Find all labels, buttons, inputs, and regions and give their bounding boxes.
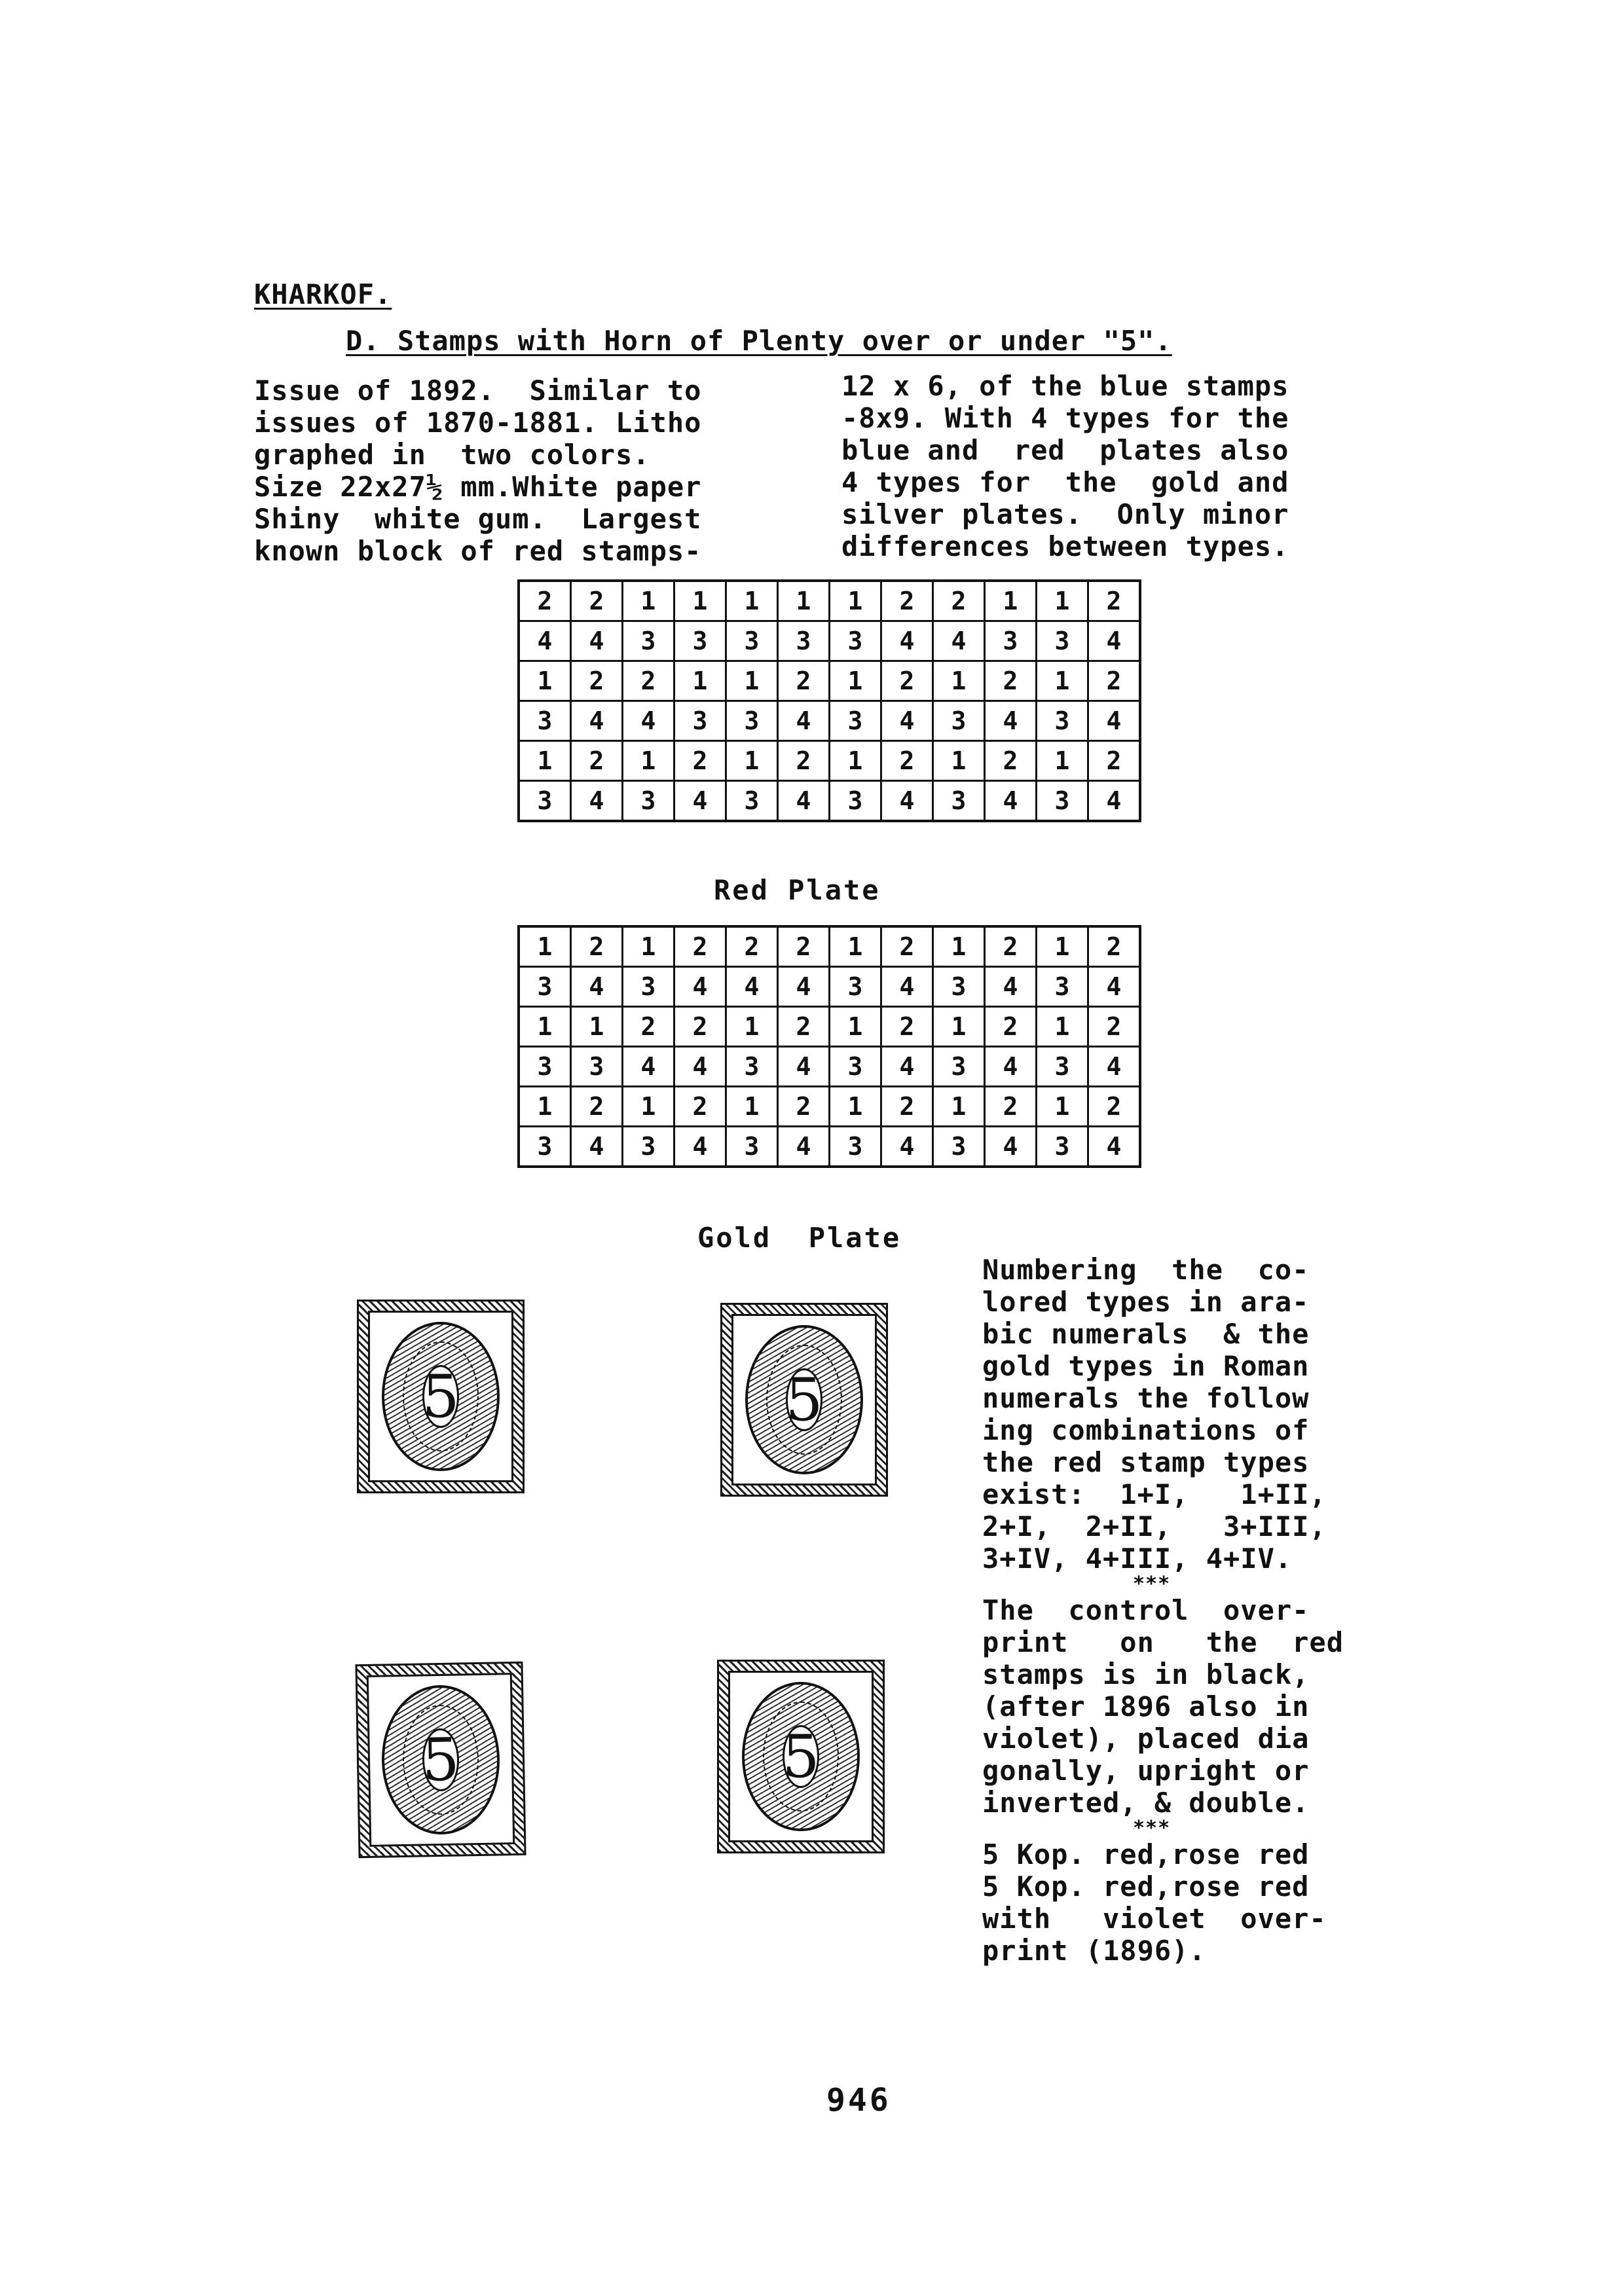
plate-cell: 1 xyxy=(623,1087,674,1127)
plate-cell: 2 xyxy=(985,1007,1037,1047)
red-plate-table xyxy=(517,579,1141,822)
plate-cell: 2 xyxy=(674,1087,726,1127)
plate-cell: 1 xyxy=(830,926,881,967)
plate-cell: 3 xyxy=(933,1127,985,1167)
plate-cell: 3 xyxy=(519,781,571,822)
plate-cell: 1 xyxy=(778,581,830,621)
plate-cell: 4 xyxy=(674,1047,726,1087)
table-row xyxy=(519,741,1140,781)
plate-cell: 2 xyxy=(674,926,726,967)
plate-cell: 4 xyxy=(571,781,623,822)
plate-cell: 2 xyxy=(1088,1007,1141,1047)
text-line: 5 Kop. red,rose red xyxy=(982,1870,1310,1903)
plate-cell: 2 xyxy=(881,581,933,621)
plate-cell: 3 xyxy=(726,781,778,822)
section-heading: D. Stamps with Horn of Plenty over or under "5". xyxy=(346,325,1172,357)
plate-cell: 1 xyxy=(933,926,985,967)
table-row xyxy=(519,1127,1140,1167)
text-line: differences between types. xyxy=(841,530,1289,562)
plate-cell: 1 xyxy=(830,661,881,701)
text-line: graphed in two colors. xyxy=(254,439,650,471)
plate-cell: 4 xyxy=(571,701,623,741)
text-line: blue and red plates also xyxy=(841,434,1289,466)
text-line: known block of red stamps- xyxy=(254,535,702,567)
plate-cell: 1 xyxy=(933,1007,985,1047)
plate-cell: 2 xyxy=(571,1087,623,1127)
text-line: print on the red xyxy=(982,1626,1344,1658)
table-row xyxy=(519,781,1140,822)
text-line: bic numerals & the xyxy=(982,1318,1310,1350)
plate-cell: 1 xyxy=(623,741,674,781)
plate-cell: 4 xyxy=(674,967,726,1007)
plate-cell: 1 xyxy=(571,1007,623,1047)
plate-cell: 3 xyxy=(674,701,726,741)
text-line: 12 x 6, of the blue stamps xyxy=(841,370,1289,402)
plate-cell: 1 xyxy=(985,581,1037,621)
red-plate-caption: Red Plate xyxy=(714,874,881,906)
plate-cell: 4 xyxy=(778,1127,830,1167)
table-row xyxy=(519,581,1140,621)
plate-cell: 4 xyxy=(985,701,1037,741)
text-line: with violet over- xyxy=(982,1903,1327,1935)
text-line: ing combinations of xyxy=(982,1414,1310,1446)
plate-cell: 1 xyxy=(519,1007,571,1047)
plate-cell: 1 xyxy=(623,581,674,621)
text-line: 2+I, 2+II, 3+III, xyxy=(982,1510,1327,1542)
separator: *** xyxy=(1133,1573,1171,1595)
plate-cell: 3 xyxy=(985,621,1037,661)
plate-cell: 2 xyxy=(881,926,933,967)
text-line: -8x9. With 4 types for the xyxy=(841,402,1289,434)
plate-cell: 3 xyxy=(830,701,881,741)
text-line: 5 Kop. red,rose red xyxy=(982,1838,1310,1870)
plate-cell: 4 xyxy=(623,701,674,741)
plate-cell: 1 xyxy=(1037,661,1088,701)
plate-cell: 4 xyxy=(985,967,1037,1007)
plate-cell: 4 xyxy=(571,967,623,1007)
plate-cell: 2 xyxy=(726,926,778,967)
stamp-value: 5 xyxy=(421,1725,460,1795)
gold-plate-caption: Gold Plate xyxy=(697,1222,902,1254)
plate-cell: 3 xyxy=(623,1127,674,1167)
stamp-value: 5 xyxy=(422,1362,460,1431)
plate-cell: 4 xyxy=(1088,781,1141,822)
plate-cell: 1 xyxy=(1037,926,1088,967)
plate-cell: 1 xyxy=(1037,1087,1088,1127)
plate-cell: 2 xyxy=(571,741,623,781)
text-line: 3+IV, 4+III, 4+IV. xyxy=(982,1542,1293,1575)
notes-column xyxy=(982,1254,1344,1967)
plate-cell: 1 xyxy=(726,661,778,701)
plate-cell: 4 xyxy=(933,621,985,661)
plate-cell: 2 xyxy=(985,741,1037,781)
plate-cell: 3 xyxy=(623,781,674,822)
stamp-value: 5 xyxy=(785,1365,823,1434)
text-line: violet), placed dia xyxy=(982,1722,1310,1755)
plate-cell: 1 xyxy=(623,926,674,967)
plate-cell: 1 xyxy=(830,1007,881,1047)
plate-cell: 3 xyxy=(933,967,985,1007)
plate-cell: 2 xyxy=(674,741,726,781)
plate-cell: 4 xyxy=(778,967,830,1007)
plate-cell: 1 xyxy=(674,661,726,701)
plate-cell: 3 xyxy=(1037,967,1088,1007)
plate-cell: 2 xyxy=(1088,741,1141,781)
text-line: print (1896). xyxy=(982,1935,1206,1967)
plate-cell: 4 xyxy=(985,1127,1037,1167)
text-line: inverted, & double. xyxy=(982,1787,1310,1819)
plate-cell: 4 xyxy=(778,1047,830,1087)
table-row xyxy=(519,1087,1140,1127)
intro-right-column xyxy=(841,370,1289,562)
table-row xyxy=(519,661,1140,701)
plate-cell: 2 xyxy=(778,926,830,967)
table-row xyxy=(519,1047,1140,1087)
plate-cell: 1 xyxy=(933,741,985,781)
table-row xyxy=(519,1007,1140,1047)
plate-cell: 2 xyxy=(571,661,623,701)
plate-cell: 3 xyxy=(623,967,674,1007)
plate-cell: 2 xyxy=(1088,926,1141,967)
plate-cell: 4 xyxy=(519,621,571,661)
plate-cell: 4 xyxy=(881,701,933,741)
plate-cell: 2 xyxy=(881,1007,933,1047)
plate-cell: 2 xyxy=(881,1087,933,1127)
plate-cell: 1 xyxy=(519,661,571,701)
plate-cell: 2 xyxy=(881,661,933,701)
intro-left-column xyxy=(254,374,701,567)
table-row xyxy=(519,701,1140,741)
plate-cell: 3 xyxy=(726,701,778,741)
text-line: Size 22x27½ mm.White paper xyxy=(254,471,702,503)
plate-cell: 4 xyxy=(985,781,1037,822)
plate-cell: 2 xyxy=(623,661,674,701)
text-line: The control over- xyxy=(982,1594,1310,1626)
text-line: issues of 1870-1881. Litho xyxy=(254,407,702,439)
plate-cell: 3 xyxy=(726,1127,778,1167)
plate-cell: 1 xyxy=(519,741,571,781)
stamp-value: 5 xyxy=(782,1722,820,1791)
plate-cell: 1 xyxy=(519,1087,571,1127)
text-line: Shiny white gum. Largest xyxy=(254,503,702,535)
page-title: KHARKOF. xyxy=(254,278,392,310)
plate-cell: 1 xyxy=(830,581,881,621)
plate-cell: 2 xyxy=(881,741,933,781)
text-line: lored types in ara- xyxy=(982,1286,1310,1318)
plate-cell: 4 xyxy=(674,781,726,822)
stamp-image xyxy=(717,1660,885,1853)
plate-cell: 4 xyxy=(1088,1047,1141,1087)
text-line: (after 1896 also in xyxy=(982,1690,1310,1722)
stamp-image xyxy=(357,1300,525,1493)
plate-cell: 2 xyxy=(623,1007,674,1047)
plate-cell: 4 xyxy=(881,781,933,822)
page-number: 946 xyxy=(826,2082,891,2119)
table-row xyxy=(519,621,1140,661)
plate-cell: 3 xyxy=(519,1127,571,1167)
plate-cell: 4 xyxy=(881,967,933,1007)
plate-cell: 3 xyxy=(623,621,674,661)
plate-cell: 3 xyxy=(933,1047,985,1087)
plate-cell: 2 xyxy=(778,661,830,701)
gold-plate-table xyxy=(517,925,1141,1168)
plate-cell: 1 xyxy=(1037,741,1088,781)
stamp-image xyxy=(720,1303,888,1497)
plate-cell: 2 xyxy=(1088,661,1141,701)
text-line: gonally, upright or xyxy=(982,1755,1310,1787)
stamp-image xyxy=(355,1662,526,1858)
plate-cell: 1 xyxy=(933,661,985,701)
plate-cell: 1 xyxy=(519,926,571,967)
plate-cell: 3 xyxy=(830,1047,881,1087)
plate-cell: 3 xyxy=(778,621,830,661)
plate-cell: 1 xyxy=(830,1087,881,1127)
plate-cell: 2 xyxy=(985,661,1037,701)
text-line: stamps is in black, xyxy=(982,1658,1310,1690)
plate-cell: 3 xyxy=(726,621,778,661)
plate-cell: 4 xyxy=(571,1127,623,1167)
plate-cell: 3 xyxy=(830,621,881,661)
plate-cell: 3 xyxy=(1037,781,1088,822)
text-line: exist: 1+I, 1+II, xyxy=(982,1478,1327,1510)
separator: *** xyxy=(1133,1817,1171,1840)
plate-cell: 4 xyxy=(778,781,830,822)
plate-cell: 4 xyxy=(778,701,830,741)
plate-cell: 3 xyxy=(571,1047,623,1087)
plate-cell: 2 xyxy=(778,741,830,781)
plate-cell: 3 xyxy=(519,1047,571,1087)
plate-cell: 3 xyxy=(674,621,726,661)
table-row xyxy=(519,967,1140,1007)
plate-cell: 4 xyxy=(881,1127,933,1167)
text-line: Issue of 1892. Similar to xyxy=(254,374,702,407)
plate-cell: 3 xyxy=(519,967,571,1007)
plate-cell: 2 xyxy=(933,581,985,621)
plate-cell: 2 xyxy=(674,1007,726,1047)
plate-cell: 1 xyxy=(726,581,778,621)
plate-cell: 4 xyxy=(674,1127,726,1167)
plate-cell: 2 xyxy=(1088,581,1141,621)
plate-cell: 2 xyxy=(519,581,571,621)
plate-cell: 4 xyxy=(1088,701,1141,741)
plate-cell: 1 xyxy=(726,741,778,781)
plate-cell: 3 xyxy=(830,1127,881,1167)
plate-cell: 1 xyxy=(1037,581,1088,621)
plate-cell: 3 xyxy=(1037,701,1088,741)
plate-cell: 4 xyxy=(1088,967,1141,1007)
plate-cell: 4 xyxy=(623,1047,674,1087)
plate-cell: 3 xyxy=(830,967,881,1007)
text-line: silver plates. Only minor xyxy=(841,498,1289,530)
table-row xyxy=(519,926,1140,967)
text-line: gold types in Roman xyxy=(982,1350,1310,1382)
plate-cell: 2 xyxy=(778,1087,830,1127)
plate-cell: 1 xyxy=(830,741,881,781)
plate-cell: 3 xyxy=(726,1047,778,1087)
plate-cell: 3 xyxy=(1037,1127,1088,1167)
plate-cell: 3 xyxy=(519,701,571,741)
plate-cell: 3 xyxy=(933,701,985,741)
plate-cell: 4 xyxy=(985,1047,1037,1087)
plate-cell: 3 xyxy=(933,781,985,822)
text-line: Numbering the co- xyxy=(982,1254,1310,1286)
plate-cell: 1 xyxy=(1037,1007,1088,1047)
plate-cell: 4 xyxy=(1088,621,1141,661)
text-line: the red stamp types xyxy=(982,1446,1310,1478)
plate-cell: 2 xyxy=(571,581,623,621)
plate-cell: 4 xyxy=(881,1047,933,1087)
plate-cell: 4 xyxy=(881,621,933,661)
plate-cell: 2 xyxy=(1088,1087,1141,1127)
plate-cell: 4 xyxy=(571,621,623,661)
plate-cell: 1 xyxy=(933,1087,985,1127)
plate-cell: 1 xyxy=(674,581,726,621)
plate-cell: 1 xyxy=(726,1087,778,1127)
text-line: 4 types for the gold and xyxy=(841,466,1289,498)
plate-cell: 2 xyxy=(571,926,623,967)
plate-cell: 3 xyxy=(1037,621,1088,661)
plate-cell: 3 xyxy=(1037,1047,1088,1087)
plate-cell: 4 xyxy=(1088,1127,1141,1167)
plate-cell: 1 xyxy=(726,1007,778,1047)
plate-cell: 3 xyxy=(830,781,881,822)
text-line: numerals the follow xyxy=(982,1382,1310,1414)
plate-cell: 2 xyxy=(778,1007,830,1047)
plate-cell: 2 xyxy=(985,926,1037,967)
plate-cell: 4 xyxy=(726,967,778,1007)
plate-cell: 2 xyxy=(985,1087,1037,1127)
